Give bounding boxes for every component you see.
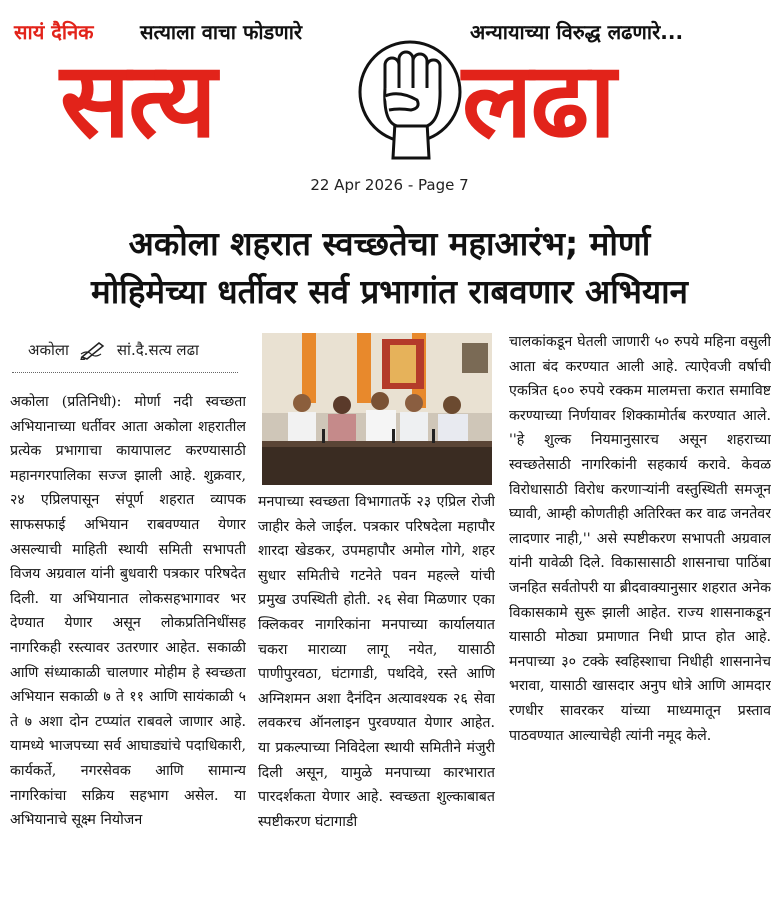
pen-writing-icon	[79, 340, 107, 360]
press-conference-photo	[262, 333, 492, 485]
byline	[28, 340, 238, 360]
slogan-right: अन्यायाच्या विरुद्ध लढणारे...	[470, 20, 684, 44]
byline-source: सां.दै.सत्य लढा	[116, 341, 199, 359]
article-column-1: अकोला (प्रतिनिधी): मोर्णा नदी स्वच्छता अभियानाच्या धर्तीवर आता अकोला शहरातील प्रत्येक प्रभागाचा कायापालट करण्यासाठी महानगरपालिका सज्ज झाली आहे. शुक्रवार, २४ एप्रिलपासून संपूर्ण शहरात व्यापक साफसफाई अभियान राबवण्यात येणार असल्याची माहिती स्थायी समिती सभापती विजय अग्रवाल यांनी बुधवारी पत्रकार परिषदेत दिली. या अभियानात लोकसहभागावर भर देण्यात येणार असून लोकप्रतिनिधींसह नागरिकही रस्त्यावर उतरणार आहेत. सकाळी आणि संध्याकाळी चालणार मोहीम हे स्वच्छता अभियान सकाळी ७ ते ११ आणि सायंकाळी ५ ते ७ अशा दोन टप्प्यांत राबवले जाणार आहे. यामध्ये भाजपच्या सर्व आघाड्यांचे पदाधिकारी, कार्यकर्ते, नगरसेवक आणि सामान्य नागरिकांचा सक्रिय सहभाग असेल. या अभियानाचे सूक्ष्म नियोजन	[10, 394, 246, 829]
slogan-left: सत्याला वाचा फोडणारे	[140, 20, 303, 44]
headline-line-1: अकोला शहरात स्वच्छतेचा महाआरंभ; मोर्णा	[128, 224, 651, 263]
article-headline	[10, 220, 769, 316]
headline-line-2: मोहिमेच्या धर्तीवर सर्व प्रभागांत राबवणार अभियान	[91, 272, 688, 311]
masthead-title-right: लढा	[462, 39, 615, 161]
masthead	[0, 0, 779, 170]
dateline: 22 Apr 2026 - Page 7	[310, 176, 469, 194]
article-column-2: मनपाच्या स्वच्छता विभागातर्फे २३ एप्रिल रोजी जाहीर केले जाईल. पत्रकार परिषदेला महापौर शारदा खेडकर, उपमहापौर अमोल गोगे, शहर सुधार समितीचे गटनेते पवन महल्ले यांची प्रमुख उपस्थिती होती. २६ सेवा मिळणार एका क्लिकवर नागरिकांना मनपाच्या कार्यालयात चकरा माराव्या लागू नयेत, यासाठी पाणीपुरवठा, घंटागाडी, पथदिवे, रस्ते आणि अग्निशमन अशा दैनंदिन अत्यावश्यक २६ सेवा लवकरच ऑनलाइन पुरवण्यात येणार आहेत. या प्रकल्पाच्या निविदेला स्थायी समितीने मंजुरी दिली असून, यामुळे मनपाच्या कारभारात पारदर्शकता येणार आहे. स्वच्छता शुल्काबाबत स्पष्टीकरण घंटागाडी	[258, 494, 495, 830]
byline-divider	[12, 372, 238, 373]
article-column-3: चालकांकडून घेतली जाणारी ५० रुपये महिना वसुली आता बंद करण्यात आली आहे. त्याऐवजी वर्षाची एकत्रित ६०० रुपये रक्कम मालमत्ता करात समाविष्ट करण्याच्या निर्णयावर शिक्कामोर्तब करण्यात आले. ''हे शुल्क नियमानुसारच असून शहराच्या स्वच्छतेसाठी नागरिकांनी सहकार्य करावे. केवळ विरोधासाठी विरोध करणाऱ्यांनी वस्तुस्थिती समजून घ्यावी, आम्ही कोणतीही अतिरिक्त कर वाढ जनतेवर लादणार नाही,'' असे स्पष्टीकरण सभापती अग्रवाल यांनी यावेळी दिले. विकासासाठी शासनाचा पाठिंबा जनहित सर्वतोपरी या ब्रीदवाक्यानुसार शहरात अनेक विकासकामे सुरू झाली आहेत. राज्य शासनाकडून यासाठी मोठ्या प्रमाणात निधी प्राप्त होत आहे. मनपाच्या ३० टक्के स्वहिस्शाचा निधीही शासनानेच भरावा, यासाठी खासदार अनुप धोत्रे आणि आमदार रणधीर सावरकर यांच्या माध्यमातून प्रस्ताव पाठवण्यात आल्याचेही त्यांनी नमूद केले.	[509, 334, 771, 744]
edition-label: सायं दैनिक	[14, 20, 94, 44]
masthead-title-left: सत्य	[60, 39, 215, 161]
raised-fist-icon	[355, 30, 465, 160]
byline-place: अकोला	[28, 341, 69, 359]
